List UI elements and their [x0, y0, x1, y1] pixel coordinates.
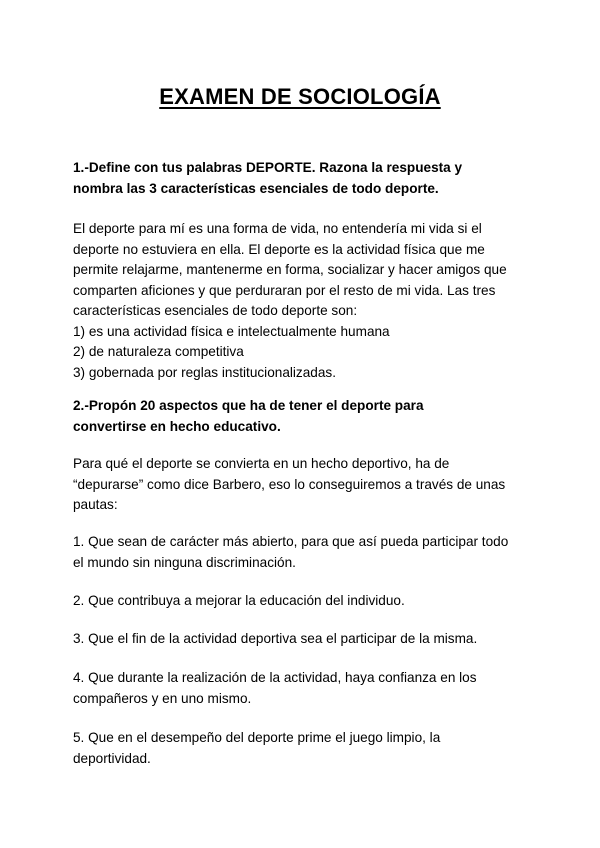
heading-line: convertirse en hecho educativo.	[73, 418, 281, 434]
list-item-line: el mundo sin ninguna discriminación.	[73, 554, 296, 570]
list-item	[73, 668, 533, 709]
answer-line: 3) gobernada por reglas institucionalizadas.	[73, 364, 336, 380]
list-item	[73, 629, 533, 650]
list-item-line: 4. Que durante la realización de la actividad, haya confianza en los	[73, 670, 477, 685]
answer-line: comparten aficiones y que perduraran por el resto de mi vida. Las tres	[73, 282, 496, 298]
answer-line: permite relajarme, mantenerme en forma, socializar y hacer amigos que	[73, 262, 507, 277]
answer-line: 1) es una actividad física e intelectualmente humana	[73, 323, 390, 339]
intro-line: pautas:	[73, 497, 118, 512]
list-item-line: 1. Que sean de carácter más abierto, para que así pueda participar todo	[73, 534, 509, 549]
answer-line: 2) de naturaleza competitiva	[73, 344, 244, 359]
list-item-line: compañeros y en uno mismo.	[73, 690, 252, 706]
intro-line: “depurarse” como dice Barbero, eso lo conseguiremos a través de unas	[73, 476, 506, 492]
heading-line: 2.-Propón 20 aspectos que ha de tener el deporte para	[73, 398, 424, 413]
answer-line: El deporte para mí es una forma de vida, no entendería mi vida si el	[73, 221, 482, 236]
list-item	[73, 728, 533, 769]
question-1-answer	[73, 219, 533, 383]
question-1-heading	[73, 158, 533, 199]
list-item-line: deportividad.	[73, 750, 151, 766]
question-2-intro	[73, 454, 533, 516]
heading-line: nombra las 3 características esenciales de todo deporte.	[73, 180, 439, 196]
answer-line: características esenciales de todo deporte son:	[73, 303, 358, 318]
intro-line: Para qué el deporte se convierta en un hecho deportivo, ha de	[73, 456, 450, 471]
list-item-line: 3. Que el fin de la actividad deportiva sea el participar de la misma.	[73, 631, 478, 646]
answer-line: deporte no estuviera en ella. El deporte es la actividad física que me	[73, 241, 485, 257]
heading-line: 1.-Define con tus palabras DEPORTE. Razona la respuesta y	[73, 160, 463, 175]
list-item-line: 2. Que contribuya a mejorar la educación del individuo.	[73, 593, 405, 608]
list-item-line: 5. Que en el desempeño del deporte prime el juego limpio, la	[73, 730, 441, 745]
list-item	[73, 532, 533, 573]
list-item	[73, 591, 533, 612]
exam-title: EXAMEN DE SOCIOLOGÍA	[159, 84, 441, 109]
question-2-heading	[73, 396, 533, 437]
